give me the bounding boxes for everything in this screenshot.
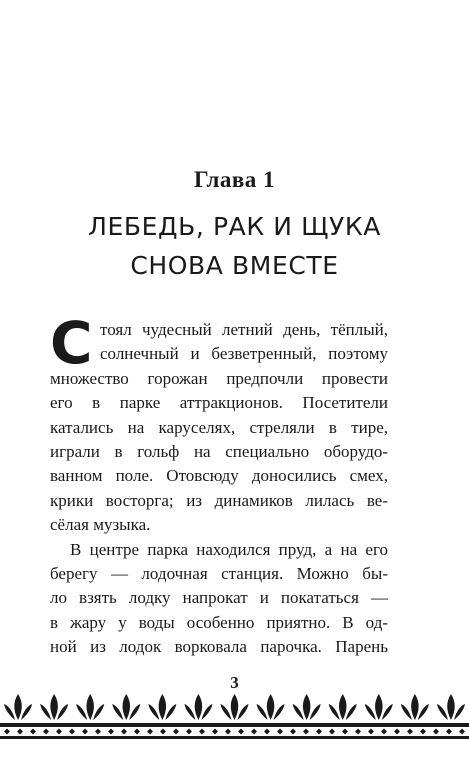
ornament-leaf-motif [365,694,393,720]
text-line: сёлая музыка. [50,515,151,535]
ornament-diamond [290,729,296,735]
ornament-diamond [95,729,101,735]
ornament-diamond [238,729,244,735]
text-line: играли в гольф на специально оборудо- [50,442,388,462]
ornament-diamond [277,729,283,735]
ornament-diamond [355,729,361,735]
chapter-title-line-1: ЛЕБЕДЬ, РАК И ЩУКА [88,212,381,241]
ornament-diamond [225,729,231,735]
ornament-diamond [212,729,218,735]
ornament-diamond [30,729,36,735]
ornament-diamond [368,729,374,735]
ornament-diamond [147,729,153,735]
ornament-leaf-motif [221,694,249,720]
ornament-diamond [82,729,88,735]
text-line: ванном поле. Отовсюду доносились смех, [50,466,388,486]
ornament-diamond [160,729,166,735]
text-line: ло взять лодку напрокат и покататься — [50,588,388,608]
text-line: В центре парка находился пруд, а на его [70,539,388,559]
paragraph-2 [50,538,388,660]
ornament-leaf-motif [257,694,285,720]
ornament-border [0,690,469,768]
ornament-band-upper [0,723,469,727]
text-line: его в парке аттракционов. Посетители [50,393,388,413]
drop-cap: С [50,309,93,377]
ornament-diamond [433,729,439,735]
text-line: тоял чудесный летний день, тёплый, [100,320,388,339]
ornament-leaf-motif [293,694,321,720]
text-line: катались на каруселях, стреляли в тире, [50,417,388,437]
ornament-diamond [251,729,257,735]
chapter-title-line-2: СНОВА ВМЕСТЕ [130,251,339,280]
ornament-leaf-motif [4,694,32,720]
ornament-band-lower [0,736,469,739]
ornament-diamond [121,729,127,735]
ornament-diamond [56,729,62,735]
ornament-leaf-motif [76,694,104,720]
ornament-diamond [17,729,23,735]
ornament-leaf-motif [329,694,357,720]
ornament-leaf-motif [112,694,140,720]
ornament-diamond [459,729,465,735]
text-line: ной из лодок ворковала парочка. Парень [50,637,388,657]
ornament-diamond [134,729,140,735]
ornament-leaf-motif [148,694,176,720]
ornament-diamond [381,729,387,735]
chapter-title [0,207,469,285]
ornament-leaf-motif [401,694,429,720]
ornament-diamond [303,729,309,735]
chapter-label: Глава 1 [193,167,276,192]
ornament-diamond [4,729,10,735]
ornament-diamond [69,729,75,735]
ornament-diamond [446,729,452,735]
text-line: солнечный и безветренный, поэтому [100,344,388,364]
ornament-diamond [199,729,205,735]
ornament-diamond [186,729,192,735]
ornament-diamond-band [4,729,465,735]
ornament-diamond [108,729,114,735]
ornament-diamond [342,729,348,735]
ornament-diamond [264,729,270,735]
paragraph-1 [50,309,388,538]
text-line: в жару у воды особенно приятно. В од- [50,612,388,632]
ornament-diamond [407,729,413,735]
ornament-diamond [173,729,179,735]
ornament-leaf-motif [40,694,68,720]
ornament-diamond [329,729,335,735]
text-line: берегу — лодочная станция. Можно бы- [50,564,388,584]
text-line: крики восторга; из динамиков лилась ве- [50,490,388,510]
text-line: множество горожан предпочли провести [50,368,388,388]
ornament-diamond [43,729,49,735]
body-text [50,309,388,660]
ornament-diamond [316,729,322,735]
page-number: 3 [230,673,239,692]
ornament-leaf-motif [437,694,465,720]
ornament-leaf-motif [184,694,212,720]
ornament-motifs [4,694,465,720]
ornament-diamond [420,729,426,735]
ornament-diamond [394,729,400,735]
